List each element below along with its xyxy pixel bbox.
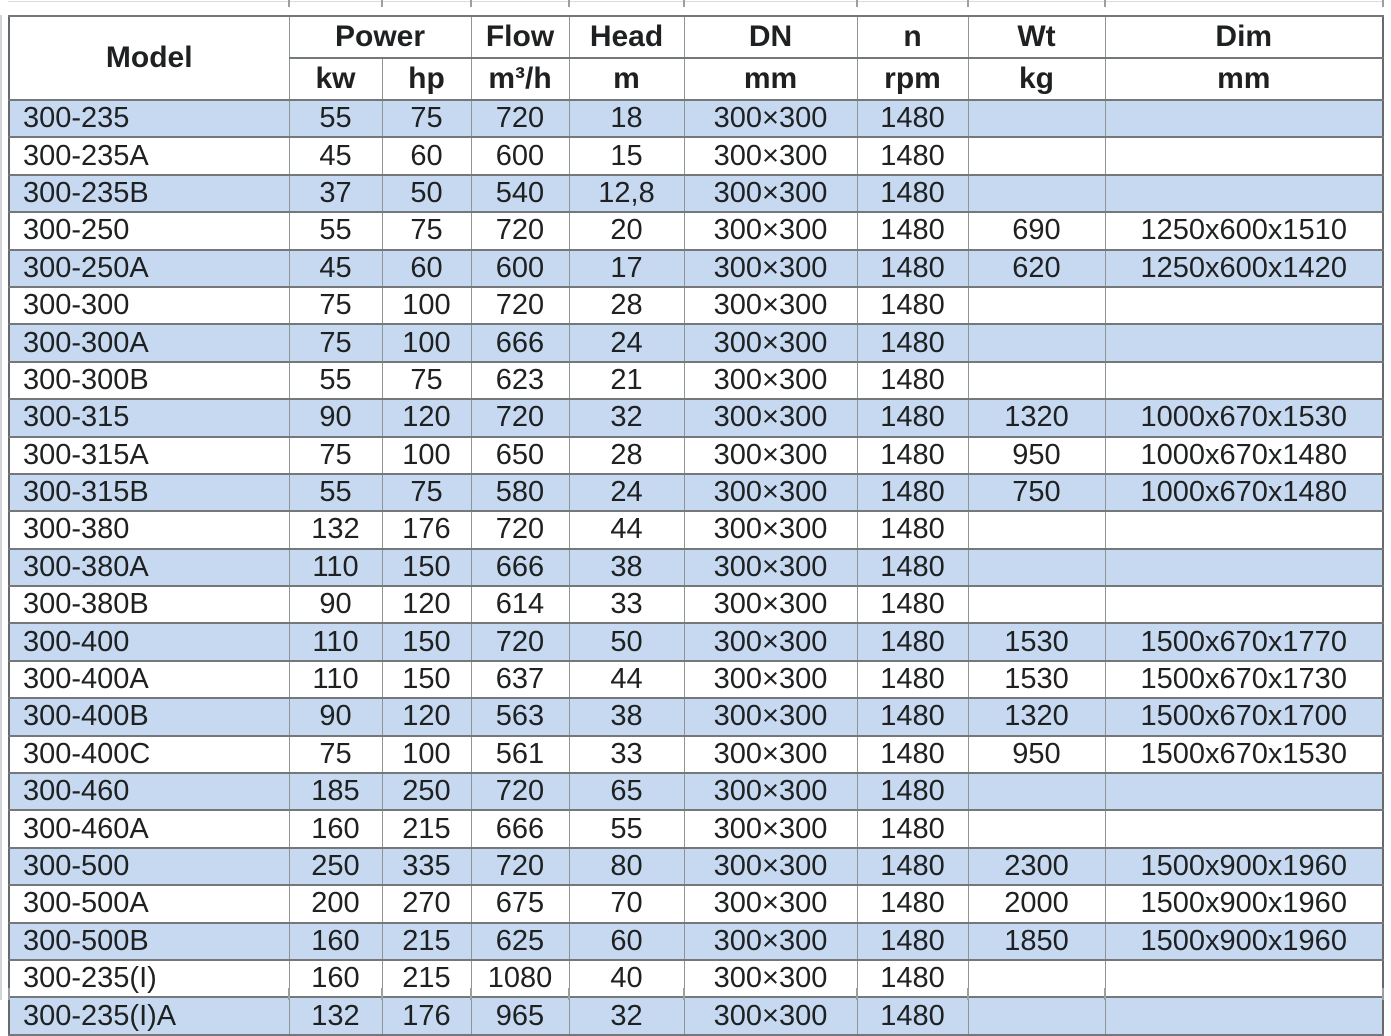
table-row [9,549,1383,586]
cell-model: 300-315A [9,437,289,474]
cell-power-hp: 270 [382,885,471,922]
cell-dim [1105,100,1383,137]
table-row [9,437,1383,474]
cropped-row-above-line [8,1,1384,2]
cell-flow: 720 [471,511,569,548]
cell-n: 1480 [857,661,968,698]
cell-power-hp: 215 [382,810,471,847]
cell-n: 1480 [857,399,968,436]
cell-n: 1480 [857,848,968,885]
cell-dn: 300×300 [684,100,857,137]
cell-dim: 1500x670x1530 [1105,736,1383,773]
cell-dn: 300×300 [684,287,857,324]
cell-model: 300-300B [9,362,289,399]
cell-flow: 720 [471,100,569,137]
cell-wt [968,997,1105,1034]
cell-power-hp: 50 [382,175,471,212]
cell-model: 300-250 [9,212,289,249]
cell-model: 300-250A [9,250,289,287]
cell-head: 28 [569,437,684,474]
cell-model: 300-460A [9,810,289,847]
cropped-row-above-stub [470,0,472,7]
cell-wt [968,549,1105,586]
cell-dim [1105,586,1383,623]
table-row [9,885,1383,922]
cell-dim [1105,175,1383,212]
table-header [9,16,1383,100]
header-n: n [857,16,968,58]
cell-power-kw: 75 [289,287,382,324]
cell-n: 1480 [857,773,968,810]
cell-head: 28 [569,287,684,324]
cell-flow: 666 [471,549,569,586]
cell-flow: 625 [471,923,569,960]
cell-power-hp: 75 [382,212,471,249]
cropped-row-below-stub [683,988,685,1000]
table-row [9,586,1383,623]
cell-flow: 561 [471,736,569,773]
cell-wt [968,773,1105,810]
cell-power-kw: 55 [289,362,382,399]
cropped-row-above-stub [683,0,685,7]
cell-n: 1480 [857,324,968,361]
cell-power-kw: 132 [289,511,382,548]
cell-power-hp: 120 [382,586,471,623]
cell-head: 24 [569,474,684,511]
cell-head: 18 [569,100,684,137]
table-row [9,212,1383,249]
cell-model: 300-400A [9,661,289,698]
cell-head: 15 [569,137,684,174]
header-unit-head: m [569,58,684,100]
table-row [9,474,1383,511]
cell-power-hp: 120 [382,698,471,735]
cell-model: 300-400 [9,623,289,660]
cell-power-kw: 37 [289,175,382,212]
cell-n: 1480 [857,137,968,174]
cell-dn: 300×300 [684,362,857,399]
cell-n: 1480 [857,997,968,1034]
cell-power-kw: 55 [289,100,382,137]
cell-dn: 300×300 [684,511,857,548]
cell-dn: 300×300 [684,960,857,997]
cell-dn: 300×300 [684,848,857,885]
cell-flow: 666 [471,324,569,361]
cell-wt: 750 [968,474,1105,511]
cell-wt [968,362,1105,399]
header-unit-n: rpm [857,58,968,100]
cell-model: 300-235(I) [9,960,289,997]
cell-power-kw: 110 [289,623,382,660]
header-flow: Flow [471,16,569,58]
cell-head: 32 [569,399,684,436]
cell-power-kw: 90 [289,399,382,436]
cell-dim [1105,137,1383,174]
cell-power-hp: 176 [382,511,471,548]
cell-power-hp: 120 [382,399,471,436]
table-row [9,100,1383,137]
table-row [9,362,1383,399]
header-head: Head [569,16,684,58]
cell-power-hp: 75 [382,362,471,399]
cell-power-hp: 75 [382,100,471,137]
cell-head: 80 [569,848,684,885]
cell-power-hp: 150 [382,661,471,698]
cell-dn: 300×300 [684,586,857,623]
cell-dn: 300×300 [684,661,857,698]
cell-power-kw: 55 [289,212,382,249]
cell-dim [1105,773,1383,810]
cropped-row-below-stub [856,988,858,1000]
cell-head: 38 [569,698,684,735]
cell-model: 300-400B [9,698,289,735]
cell-power-hp: 250 [382,773,471,810]
cell-model: 300-400C [9,736,289,773]
cell-model: 300-500 [9,848,289,885]
cell-wt: 950 [968,736,1105,773]
cell-wt [968,586,1105,623]
cell-dn: 300×300 [684,437,857,474]
cell-head: 21 [569,362,684,399]
cell-dim [1105,287,1383,324]
cell-head: 65 [569,773,684,810]
cell-wt: 2000 [968,885,1105,922]
cell-head: 33 [569,586,684,623]
cell-power-kw: 160 [289,923,382,960]
cell-model: 300-300 [9,287,289,324]
table-row [9,810,1383,847]
cropped-row-below-stub [1104,988,1106,1000]
cell-model: 300-235 [9,100,289,137]
cell-wt: 1530 [968,623,1105,660]
cell-power-kw: 160 [289,960,382,997]
cell-power-kw: 75 [289,736,382,773]
cell-dim: 1250x600x1510 [1105,212,1383,249]
cropped-row-below-stub [8,988,10,1000]
cell-flow: 720 [471,848,569,885]
cell-dn: 300×300 [684,549,857,586]
table-row [9,736,1383,773]
cell-wt [968,324,1105,361]
cell-dim: 1000x670x1480 [1105,437,1383,474]
cell-dim [1105,810,1383,847]
cell-power-kw: 45 [289,137,382,174]
header-dim: Dim [1105,16,1383,58]
cell-model: 300-235B [9,175,289,212]
cell-wt [968,960,1105,997]
cell-dim [1105,362,1383,399]
table-row [9,250,1383,287]
cell-power-hp: 150 [382,549,471,586]
cell-head: 40 [569,960,684,997]
cell-n: 1480 [857,586,968,623]
cell-power-kw: 250 [289,848,382,885]
cell-power-hp: 100 [382,736,471,773]
cell-dn: 300×300 [684,399,857,436]
header-model: Model [9,16,289,100]
cell-dim: 1000x670x1530 [1105,399,1383,436]
cell-n: 1480 [857,511,968,548]
cell-n: 1480 [857,175,968,212]
cell-dn: 300×300 [684,810,857,847]
cell-power-kw: 185 [289,773,382,810]
header-unit-flow: m³/h [471,58,569,100]
cell-dim: 1500x670x1700 [1105,698,1383,735]
cell-model: 300-500A [9,885,289,922]
cell-wt: 690 [968,212,1105,249]
cell-n: 1480 [857,623,968,660]
cell-power-hp: 60 [382,250,471,287]
cell-flow: 563 [471,698,569,735]
cell-head: 12,8 [569,175,684,212]
cell-power-kw: 75 [289,437,382,474]
cell-power-kw: 90 [289,586,382,623]
cell-model: 300-235A [9,137,289,174]
cell-model: 300-315B [9,474,289,511]
cropped-row-above-stub [1104,0,1106,7]
cell-wt [968,100,1105,137]
cell-flow: 600 [471,137,569,174]
cell-n: 1480 [857,885,968,922]
cell-flow: 720 [471,773,569,810]
cell-dn: 300×300 [684,250,857,287]
cell-head: 20 [569,212,684,249]
cell-dim: 1250x600x1420 [1105,250,1383,287]
table-row [9,848,1383,885]
table-row [9,698,1383,735]
cell-flow: 666 [471,810,569,847]
cell-dim [1105,511,1383,548]
table-row [9,623,1383,660]
cell-power-hp: 60 [382,137,471,174]
cell-wt: 1320 [968,698,1105,735]
cell-n: 1480 [857,287,968,324]
cell-wt: 620 [968,250,1105,287]
cell-head: 70 [569,885,684,922]
table-row [9,511,1383,548]
cell-power-hp: 176 [382,997,471,1034]
cell-dim: 1500x900x1960 [1105,848,1383,885]
cell-wt [968,137,1105,174]
table-row [9,137,1383,174]
cell-n: 1480 [857,212,968,249]
cell-dim: 1500x900x1960 [1105,923,1383,960]
cell-dn: 300×300 [684,212,857,249]
cell-power-kw: 55 [289,474,382,511]
cell-head: 33 [569,736,684,773]
cell-wt: 1530 [968,661,1105,698]
cell-wt [968,175,1105,212]
cell-power-hp: 100 [382,324,471,361]
cell-n: 1480 [857,362,968,399]
table-row [9,960,1383,997]
cell-power-hp: 215 [382,960,471,997]
cell-head: 32 [569,997,684,1034]
table-row [9,399,1383,436]
cell-dn: 300×300 [684,175,857,212]
cell-power-kw: 200 [289,885,382,922]
cell-dn: 300×300 [684,137,857,174]
cell-head: 38 [569,549,684,586]
cell-dn: 300×300 [684,997,857,1034]
cell-dn: 300×300 [684,923,857,960]
cell-wt: 950 [968,437,1105,474]
cropped-row-above-stub [568,0,570,7]
cell-n: 1480 [857,474,968,511]
cell-power-hp: 215 [382,923,471,960]
cell-power-hp: 335 [382,848,471,885]
cell-flow: 720 [471,399,569,436]
cell-flow: 623 [471,362,569,399]
cell-flow: 540 [471,175,569,212]
header-dn: DN [684,16,857,58]
cell-power-kw: 110 [289,549,382,586]
cell-n: 1480 [857,100,968,137]
header-unit-kw: kw [289,58,382,100]
cropped-row-below-stub [967,988,969,1000]
cell-flow: 614 [471,586,569,623]
cell-model: 300-300A [9,324,289,361]
cropped-row-below-stub [568,988,570,1000]
cell-dim: 1500x900x1960 [1105,885,1383,922]
cell-dim [1105,324,1383,361]
cell-flow: 580 [471,474,569,511]
cell-power-hp: 100 [382,437,471,474]
cropped-row-above-stub [381,0,383,7]
cell-n: 1480 [857,923,968,960]
cell-wt: 1850 [968,923,1105,960]
cropped-row-above-stub [856,0,858,7]
cell-wt [968,511,1105,548]
cell-flow: 1080 [471,960,569,997]
cell-model: 300-315 [9,399,289,436]
header-row-labels [9,16,1383,58]
cell-model: 300-380 [9,511,289,548]
cropped-column-left-line [0,15,2,1000]
cell-flow: 675 [471,885,569,922]
header-unit-dn: mm [684,58,857,100]
cell-head: 44 [569,661,684,698]
cropped-row-above-stub [288,0,290,7]
cell-flow: 600 [471,250,569,287]
cell-power-kw: 160 [289,810,382,847]
cell-flow: 720 [471,623,569,660]
table-row [9,773,1383,810]
cell-n: 1480 [857,810,968,847]
cell-dim: 1500x670x1730 [1105,661,1383,698]
cell-head: 50 [569,623,684,660]
cell-power-hp: 100 [382,287,471,324]
cell-head: 60 [569,923,684,960]
cell-wt: 1320 [968,399,1105,436]
header-unit-hp: hp [382,58,471,100]
cell-dn: 300×300 [684,474,857,511]
header-wt: Wt [968,16,1105,58]
cropped-row-below-stub [381,988,383,1000]
cell-n: 1480 [857,698,968,735]
cell-model: 300-500B [9,923,289,960]
cropped-row-below-stub [1382,988,1384,1000]
cell-head: 55 [569,810,684,847]
cell-head: 44 [569,511,684,548]
cell-power-kw: 110 [289,661,382,698]
cell-wt: 2300 [968,848,1105,885]
cell-wt [968,810,1105,847]
cell-flow: 965 [471,997,569,1034]
table-row [9,175,1383,212]
cell-n: 1480 [857,437,968,474]
table-row [9,287,1383,324]
cell-dim: 1500x670x1770 [1105,623,1383,660]
header-unit-dim: mm [1105,58,1383,100]
table-row [9,661,1383,698]
cell-head: 24 [569,324,684,361]
cell-n: 1480 [857,736,968,773]
cell-dn: 300×300 [684,324,857,361]
cropped-row-below-stub [288,988,290,1000]
header-unit-wt: kg [968,58,1105,100]
cell-n: 1480 [857,250,968,287]
cropped-row-above-stub [1382,0,1384,7]
table-row [9,997,1383,1034]
cell-flow: 720 [471,212,569,249]
cell-dn: 300×300 [684,773,857,810]
cell-power-kw: 132 [289,997,382,1034]
table-row [9,923,1383,960]
table-body [9,100,1383,1035]
cell-power-kw: 45 [289,250,382,287]
cell-power-hp: 75 [382,474,471,511]
cell-dn: 300×300 [684,698,857,735]
cell-model: 300-460 [9,773,289,810]
table-row [9,324,1383,361]
cell-power-kw: 90 [289,698,382,735]
cell-power-hp: 150 [382,623,471,660]
cell-dim: 1000x670x1480 [1105,474,1383,511]
cropped-row-below-stub [470,988,472,1000]
cell-dn: 300×300 [684,885,857,922]
cell-model: 300-380B [9,586,289,623]
cell-head: 17 [569,250,684,287]
cell-dn: 300×300 [684,623,857,660]
cell-n: 1480 [857,960,968,997]
cell-model: 300-235(I)A [9,997,289,1034]
cell-n: 1480 [857,549,968,586]
cell-dn: 300×300 [684,736,857,773]
pump-spec-table [8,15,1384,1036]
header-power: Power [289,16,471,58]
cell-power-kw: 75 [289,324,382,361]
cell-model: 300-380A [9,549,289,586]
cell-flow: 637 [471,661,569,698]
cropped-row-above-stub [967,0,969,7]
cell-flow: 650 [471,437,569,474]
cell-dim [1105,960,1383,997]
cell-wt [968,287,1105,324]
cell-dim [1105,997,1383,1034]
cell-dim [1105,549,1383,586]
cell-flow: 720 [471,287,569,324]
